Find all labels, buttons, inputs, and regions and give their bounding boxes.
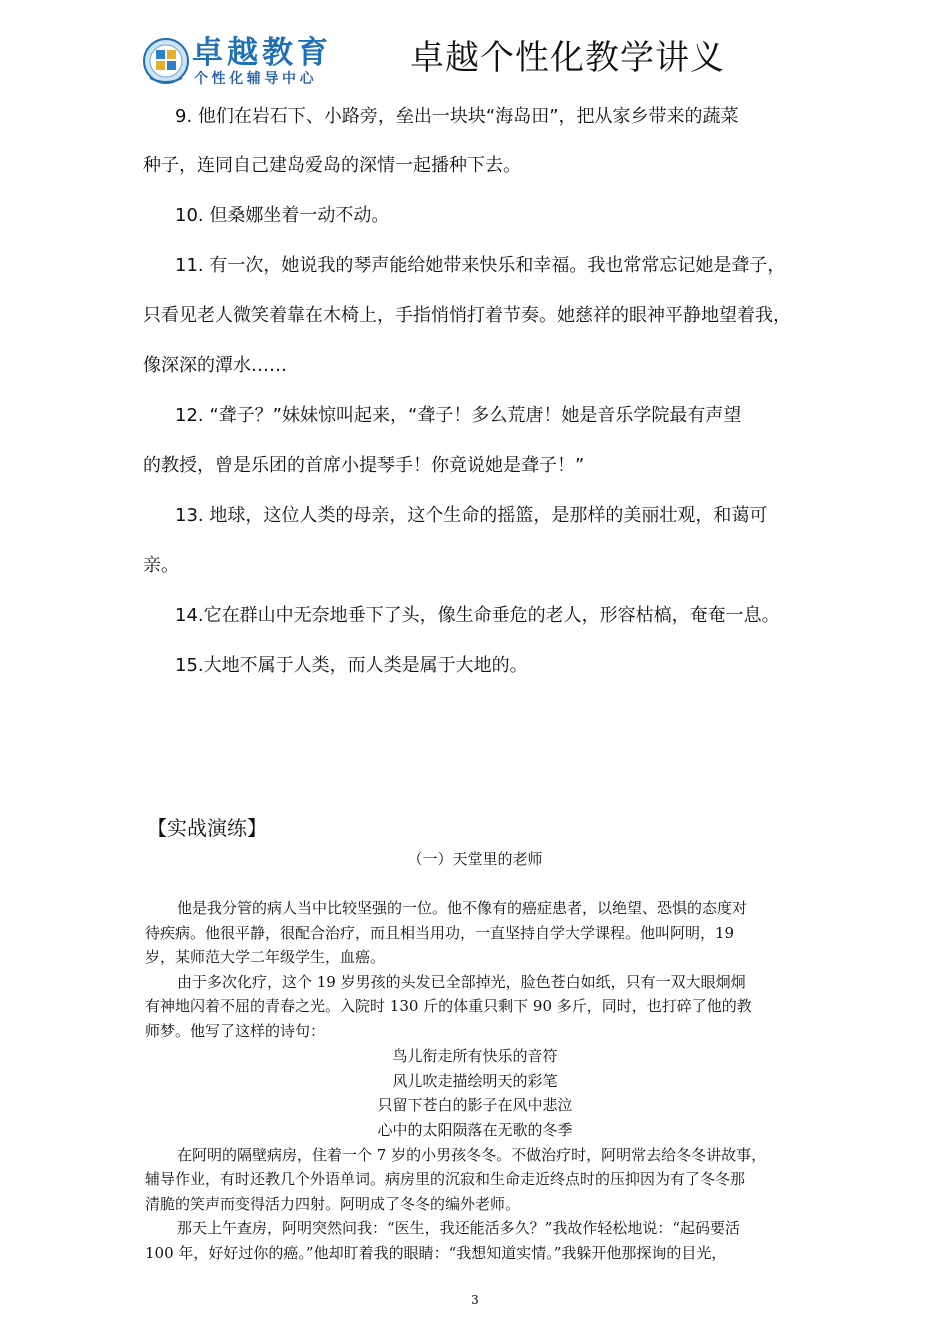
logo xyxy=(142,36,350,88)
exercise-line: 12. “聋子？”妹妹惊叫起来，“聋子！多么荒唐！她是音乐学院最有声望 xyxy=(175,405,742,426)
exercise-line: 14.它在群山中无奈地垂下了头，像生命垂危的老人，形容枯槁，奄奄一息。 xyxy=(175,605,780,626)
passage-line: 岁，某师范大学二年级学生，血癌。 xyxy=(145,948,386,966)
section-title: 【实战演练】 xyxy=(147,816,267,840)
poem-line: 鸟儿衔走所有快乐的音符 xyxy=(392,1047,558,1065)
exercise-line: 亲。 xyxy=(143,555,179,576)
exercise-line: 13. 地球，这位人类的母亲，这个生命的摇篮，是那样的美丽壮观，和蔼可 xyxy=(175,505,768,526)
exercise-line: 9. 他们在岩石下、小路旁，垒出一块块“海岛田”，把从家乡带来的蔬菜 xyxy=(175,106,739,127)
passage-line: 那天上午查房，阿明突然问我：“医生，我还能活多久？”我故作轻松地说：“起码要活 xyxy=(177,1219,741,1237)
exercise-line: 种子，连同自己建岛爱岛的深情一起播种下去。 xyxy=(143,155,521,176)
passage-line: 由于多次化疗，这个 19 岁男孩的头发已全部掉光，脸色苍白如纸，只有一双大眼炯炯 xyxy=(177,973,746,991)
exercise-line: 10. 但桑娜坐着一动不动。 xyxy=(175,205,390,226)
logo-emblem-icon xyxy=(142,36,190,86)
exercise-line: 11. 有一次，她说我的琴声能给她带来快乐和幸福。我也常常忘记她是聋子， xyxy=(175,255,786,276)
passage-line: 清脆的笑声而变得活力四射。阿明成了冬冬的编外老师。 xyxy=(145,1195,521,1213)
poem-line: 风儿吹走描绘明天的彩笔 xyxy=(392,1072,558,1090)
passage-line: 辅导作业，有时还教几个外语单词。病房里的沉寂和生命走近终点时的压抑因为有了冬冬那 xyxy=(145,1170,746,1188)
exercise-line: 15.大地不属于人类，而人类是属于大地的。 xyxy=(175,655,528,676)
exercise-line: 的教授，曾是乐团的首席小提琴手！你竟说她是聋子！” xyxy=(143,455,585,476)
poem-line: 只留下苍白的影子在风中悲泣 xyxy=(377,1096,573,1114)
poem-line: 心中的太阳陨落在无歌的冬季 xyxy=(377,1121,573,1139)
passage-line: 待疾病。他很平静，很配合治疗，而且相当用功，一直坚持自学大学课程。他叫阿明，19 xyxy=(145,924,735,942)
logo-subtitle: 个性化辅导中心 xyxy=(194,71,318,87)
logo-text: 卓越教育 xyxy=(192,35,332,71)
passage-line: 在阿明的隔壁病房，住着一个 7 岁的小男孩冬冬。不做治疗时，阿明常去给冬冬讲故事， xyxy=(177,1146,767,1164)
exercise-line: 只看见老人微笑着靠在木椅上，手指悄悄打着节奏。她慈祥的眼神平静地望着我， xyxy=(143,305,791,326)
page-number: 3 xyxy=(471,1293,479,1307)
passage-line: 有神地闪着不屈的青春之光。入院时 130 斤的体重只剩下 90 多斤，同时，也打碎了他的教 xyxy=(145,997,752,1015)
passage-line: 100 年，好好过你的癌。”他却盯着我的眼睛：“我想知道实情。”我躲开他那探询的目光， xyxy=(145,1244,727,1262)
passage-line: 他是我分管的病人当中比较坚强的一位。他不像有的癌症患者，以绝望、恐惧的态度对 xyxy=(177,899,748,917)
passage-line: 师梦。他写了这样的诗句： xyxy=(145,1022,326,1040)
header-title: 卓越个性化教学讲义 xyxy=(410,38,725,78)
exercise-line: 像深深的潭水…… xyxy=(143,355,287,376)
passage-title: （一）天堂里的老师 xyxy=(407,850,543,868)
